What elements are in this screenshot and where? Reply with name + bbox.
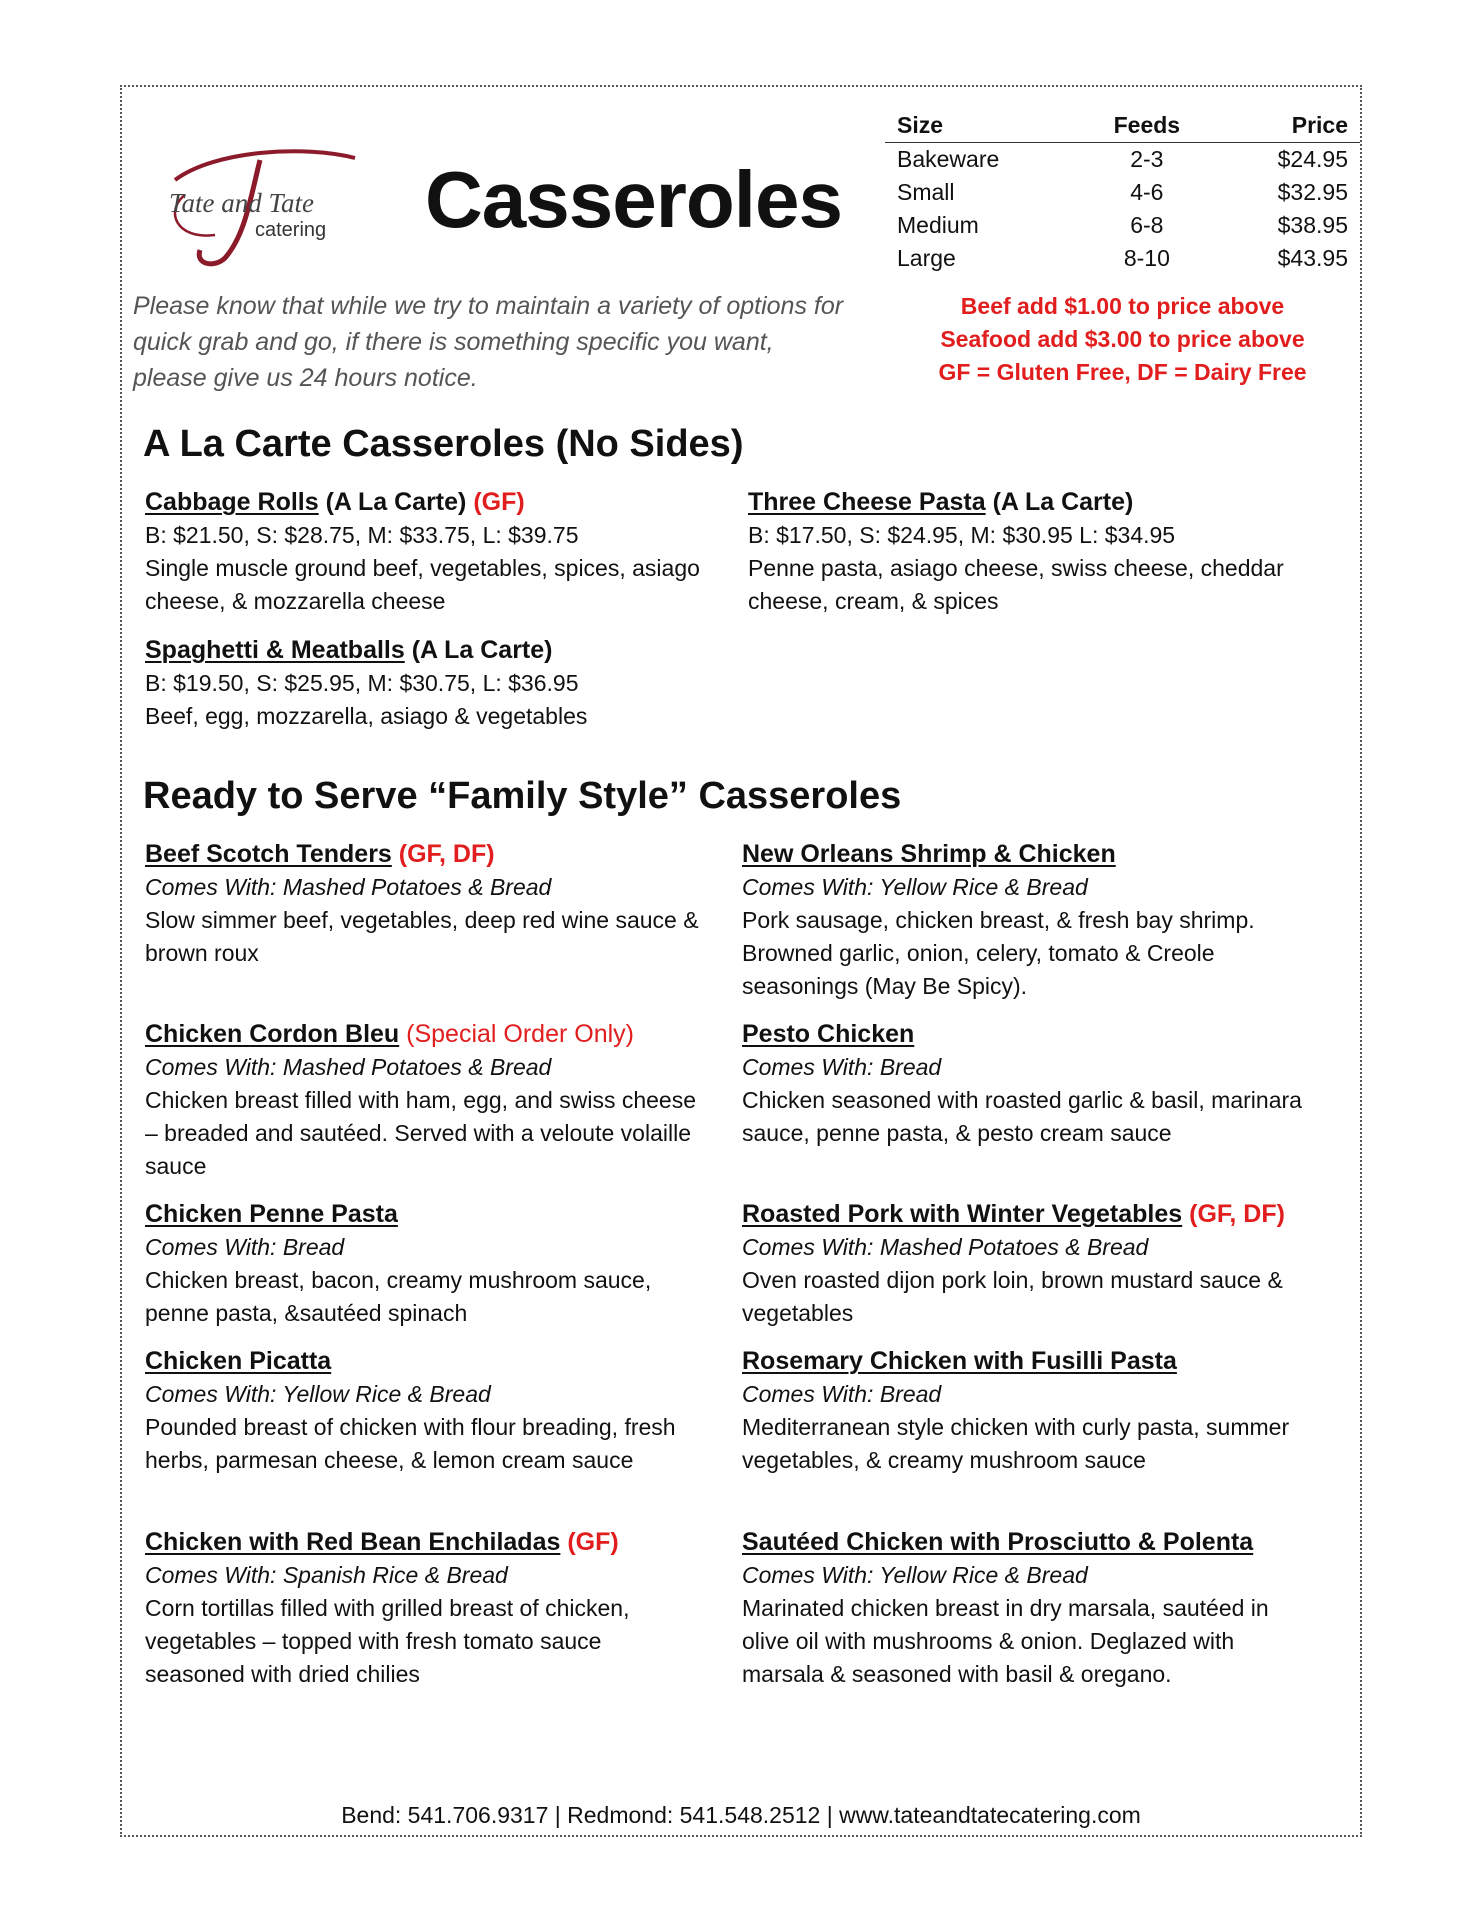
item-comes-with: Comes With: Bread: [145, 1234, 345, 1260]
list-item: [742, 838, 1302, 1003]
feeds-cell: 2-3: [1130, 146, 1164, 172]
price-cell: $38.95: [1277, 212, 1348, 238]
item-name: Three Cheese Pasta: [748, 488, 986, 516]
a-la-carte-heading: A La Carte Casseroles (No Sides): [143, 423, 744, 465]
item-name: Beef Scotch Tenders: [145, 840, 392, 868]
item-comes-with: Comes With: Mashed Potatoes & Bread: [742, 1234, 1149, 1260]
item-desc: Mediterranean style chicken with curly pasta, summer vegetables, & creamy mushroom sauce: [742, 1414, 1290, 1473]
table-row: [885, 242, 1360, 275]
beef-note: Beef add $1.00 to price above: [960, 293, 1285, 319]
item-name: Chicken with Red Bean Enchiladas: [145, 1528, 561, 1556]
item-desc: Penne pasta, asiago cheese, swiss cheese, cheddar cheese, cream, & spices: [748, 555, 1284, 614]
item-tag: (GF, DF): [391, 840, 495, 868]
item-desc: Oven roasted dijon pork loin, brown mustard sauce & vegetables: [742, 1267, 1283, 1326]
item-name: Spaghetti & Meatballs: [145, 636, 405, 664]
item-suffix: (A La Carte): [318, 488, 467, 516]
price-header: Price: [1216, 112, 1360, 143]
item-suffix: (A La Carte): [985, 488, 1134, 516]
size-cell: Small: [897, 179, 955, 205]
logo: [155, 140, 375, 270]
price-cell: $24.95: [1277, 146, 1348, 172]
item-prices: B: $21.50, S: $28.75, M: $33.75, L: $39.75: [145, 522, 579, 548]
list-item: [742, 1198, 1342, 1330]
item-comes-with: Comes With: Bread: [742, 1381, 942, 1407]
item-desc: Pounded breast of chicken with flour breading, fresh herbs, parmesan cheese, & lemon cream sauce: [145, 1414, 676, 1473]
item-comes-with: Comes With: Mashed Potatoes & Bread: [145, 1054, 552, 1080]
item-desc: Chicken breast, bacon, creamy mushroom sauce, penne pasta, &sautéed spinach: [145, 1267, 652, 1326]
item-name: New Orleans Shrimp & Chicken: [742, 840, 1116, 868]
contact-footer: Bend: 541.706.9317 | Redmond: 541.548.2512 | www.tateandtatecatering.com: [341, 1802, 1141, 1828]
item-desc: Slow simmer beef, vegetables, deep red wine sauce & brown roux: [145, 907, 699, 966]
item-comes-with: Comes With: Yellow Rice & Bread: [742, 1562, 1088, 1588]
feeds-cell: 8-10: [1123, 245, 1170, 271]
item-desc: Chicken breast filled with ham, egg, and swiss cheese – breaded and sautéed. Served with a veloute volaille sauce: [145, 1087, 697, 1179]
item-desc: Single muscle ground beef, vegetables, spices, asiago cheese, & mozzarella cheese: [145, 555, 700, 614]
item-desc: Beef, egg, mozzarella, asiago & vegetables: [145, 703, 588, 729]
size-cell: Bakeware: [897, 146, 1000, 172]
item-name: Roasted Pork with Winter Vegetables: [742, 1200, 1183, 1228]
list-item: [145, 838, 705, 970]
item-name: Pesto Chicken: [742, 1020, 915, 1048]
item-comes-with: Comes With: Yellow Rice & Bread: [145, 1381, 491, 1407]
table-row: [885, 209, 1360, 242]
item-desc: Corn tortillas filled with grilled breast of chicken, vegetables – topped with fresh tomato sauce seasoned with dried chilies: [145, 1595, 630, 1687]
list-item: [145, 486, 705, 618]
size-table-header: [885, 112, 1360, 143]
item-tag: (GF): [560, 1528, 619, 1556]
logo-text: Tate and Tate: [169, 188, 315, 218]
list-item: [145, 1018, 705, 1183]
item-comes-with: Comes With: Spanish Rice & Bread: [145, 1562, 508, 1588]
diet-key-note: GF = Gluten Free, DF = Dairy Free: [938, 359, 1307, 385]
item-name: Chicken Penne Pasta: [145, 1200, 398, 1228]
item-suffix: (A La Carte): [404, 636, 553, 664]
size-cell: Medium: [897, 212, 979, 238]
item-comes-with: Comes With: Mashed Potatoes & Bread: [145, 874, 552, 900]
item-comes-with: Comes With: Bread: [742, 1054, 942, 1080]
item-name: Rosemary Chicken with Fusilli Pasta: [742, 1347, 1177, 1375]
logo-mark-icon: [155, 140, 375, 270]
feeds-cell: 6-8: [1130, 212, 1164, 238]
list-item: [145, 1198, 705, 1330]
price-notes: [885, 290, 1360, 389]
item-name: Chicken Cordon Bleu: [145, 1020, 400, 1048]
item-name: Chicken Picatta: [145, 1347, 332, 1375]
item-tag: (GF, DF): [1182, 1200, 1285, 1228]
feeds-header: Feeds: [1078, 112, 1216, 143]
size-table: [885, 112, 1360, 275]
list-item: [748, 486, 1308, 618]
list-item: [742, 1526, 1302, 1691]
price-cell: $32.95: [1277, 179, 1348, 205]
item-prices: B: $19.50, S: $25.95, M: $30.75, L: $36.95: [145, 670, 579, 696]
item-desc: Pork sausage, chicken breast, & fresh bay shrimp. Browned garlic, onion, celery, tomato & Creole seasonings (May Be Spicy).: [742, 907, 1255, 999]
list-item: [742, 1345, 1302, 1477]
list-item: [145, 634, 705, 733]
feeds-cell: 4-6: [1130, 179, 1164, 205]
list-item: [145, 1345, 705, 1477]
table-row: [885, 176, 1360, 209]
size-header: Size: [885, 112, 1078, 143]
item-name: Sautéed Chicken with Prosciutto & Polenta: [742, 1528, 1254, 1556]
item-desc: Marinated chicken breast in dry marsala, sautéed in olive oil with mushrooms & onion. Deglazed with marsala & seasoned with basil & oregano.: [742, 1595, 1269, 1687]
price-cell: $43.95: [1277, 245, 1348, 271]
size-cell: Large: [897, 245, 956, 271]
seafood-note: Seafood add $3.00 to price above: [940, 326, 1305, 352]
item-comes-with: Comes With: Yellow Rice & Bread: [742, 874, 1088, 900]
logo-subtext: catering: [255, 219, 327, 241]
list-item: [742, 1018, 1302, 1150]
item-name: Cabbage Rolls: [145, 488, 319, 516]
item-prices: B: $17.50, S: $24.95, M: $30.95 L: $34.95: [748, 522, 1176, 548]
item-tag: (Special Order Only): [399, 1020, 634, 1048]
family-style-heading: Ready to Serve “Family Style” Casseroles: [143, 775, 902, 817]
intro-text: Please know that while we try to maintain a variety of options for quick grab and go, if there is something specific you want, please give us 24 hours notice.: [133, 292, 844, 392]
item-desc: Chicken seasoned with roasted garlic & basil, marinara sauce, penne pasta, & pesto cream sauce: [742, 1087, 1302, 1146]
item-tag: (GF): [466, 488, 525, 516]
table-row: [885, 143, 1360, 177]
list-item: [145, 1526, 705, 1691]
page-title: Casseroles: [425, 155, 842, 244]
